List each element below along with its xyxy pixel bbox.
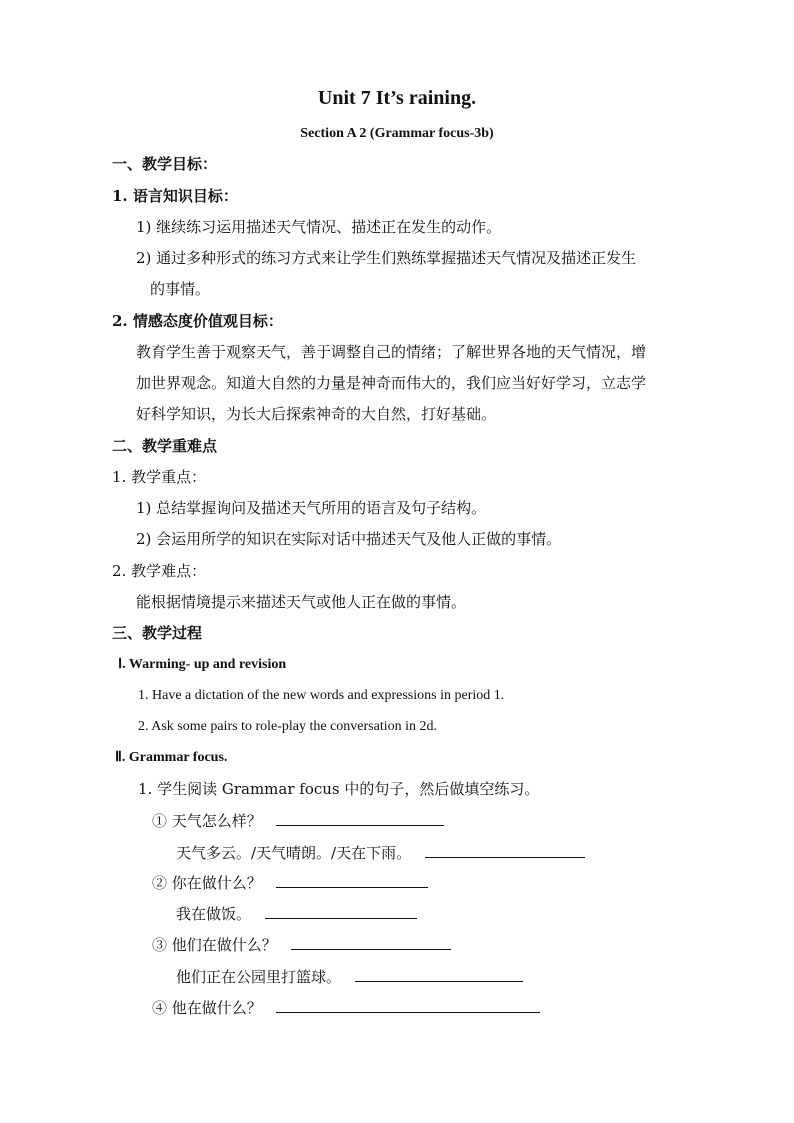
knowledge-goal-2-continued: 的事情。 xyxy=(150,280,211,298)
step-1-item-1: 1. Have a dictation of the new words and expressions in period 1. xyxy=(138,688,505,703)
section-3-heading: 三、教学过程 xyxy=(112,624,203,642)
difficulty-heading: 2. 教学难点： xyxy=(112,562,207,580)
answer-blank-1[interactable] xyxy=(276,811,444,826)
knowledge-goal-1: 1) 继续练习运用描述天气情况、描述正在发生的动作。 xyxy=(136,218,502,236)
answer-3-text: 他们正在公园里打篮球。 xyxy=(176,968,342,986)
difficulty-1: 能根据情境提示来描述天气或他人正在做的事情。 xyxy=(136,593,467,611)
answer-line-1 xyxy=(176,843,585,863)
knowledge-goals-heading: 1. 语言知识目标： xyxy=(112,187,238,205)
key-point-1: 1) 总结掌握询问及描述天气所用的语言及句子结构。 xyxy=(136,499,487,517)
section-2-heading: 二、教学重难点 xyxy=(112,437,218,455)
question-3-text: ③ 他们在做什么？ xyxy=(152,936,277,954)
knowledge-goal-2: 2) 通过多种形式的练习方式来让学生们熟练掌握描述天气情况及描述正发生 xyxy=(136,249,637,267)
question-2-text: ② 你在做什么？ xyxy=(152,874,262,892)
answer-blank-2[interactable] xyxy=(425,843,585,858)
key-points-heading: 1. 教学重点： xyxy=(112,468,207,486)
emotion-goals-line-2: 加世界观念。知道大自然的力量是神奇而伟大的，我们应当好好学习，立志学 xyxy=(136,374,647,392)
question-4-text: ④ 他在做什么？ xyxy=(152,999,262,1017)
answer-blank-7[interactable] xyxy=(276,998,540,1013)
answer-blank-4[interactable] xyxy=(265,904,417,919)
question-3 xyxy=(152,935,451,955)
question-1-text: ① 天气怎么样？ xyxy=(152,812,262,830)
question-4 xyxy=(152,998,540,1018)
answer-line-2 xyxy=(176,904,417,924)
step-2-heading: Ⅱ. Grammar focus. xyxy=(115,750,228,765)
answer-1-text: 天气多云。/天气晴朗。/天在下雨。 xyxy=(176,844,412,862)
emotion-goals-line-1: 教育学生善于观察天气，善于调整自己的情绪；了解世界各地的天气情况，增 xyxy=(136,343,647,361)
question-2 xyxy=(152,873,428,893)
question-1 xyxy=(152,811,444,831)
answer-blank-3[interactable] xyxy=(276,873,428,888)
key-point-2: 2) 会运用所学的知识在实际对话中描述天气及他人正做的事情。 xyxy=(136,530,562,548)
document-title: Unit 7 It’s raining. xyxy=(317,87,477,109)
emotion-goals-heading: 2. 情感态度价值观目标： xyxy=(112,312,283,330)
step-2-intro: 1. 学生阅读 Grammar focus 中的句子，然后做填空练习。 xyxy=(138,780,540,798)
document-subtitle: Section A 2 (Grammar focus-3b) xyxy=(300,126,494,141)
answer-line-3 xyxy=(176,967,523,987)
answer-blank-6[interactable] xyxy=(355,967,523,982)
answer-2-text: 我在做饭。 xyxy=(176,905,252,923)
step-1-item-2: 2. Ask some pairs to role-play the conversation in 2d. xyxy=(138,719,437,734)
emotion-goals-line-3: 好科学知识，为长大后探索神奇的大自然，打好基础。 xyxy=(136,405,497,423)
section-1-heading: 一、教学目标： xyxy=(112,155,218,173)
step-1-heading: Ⅰ. Warming- up and revision xyxy=(118,657,287,672)
answer-blank-5[interactable] xyxy=(291,935,451,950)
